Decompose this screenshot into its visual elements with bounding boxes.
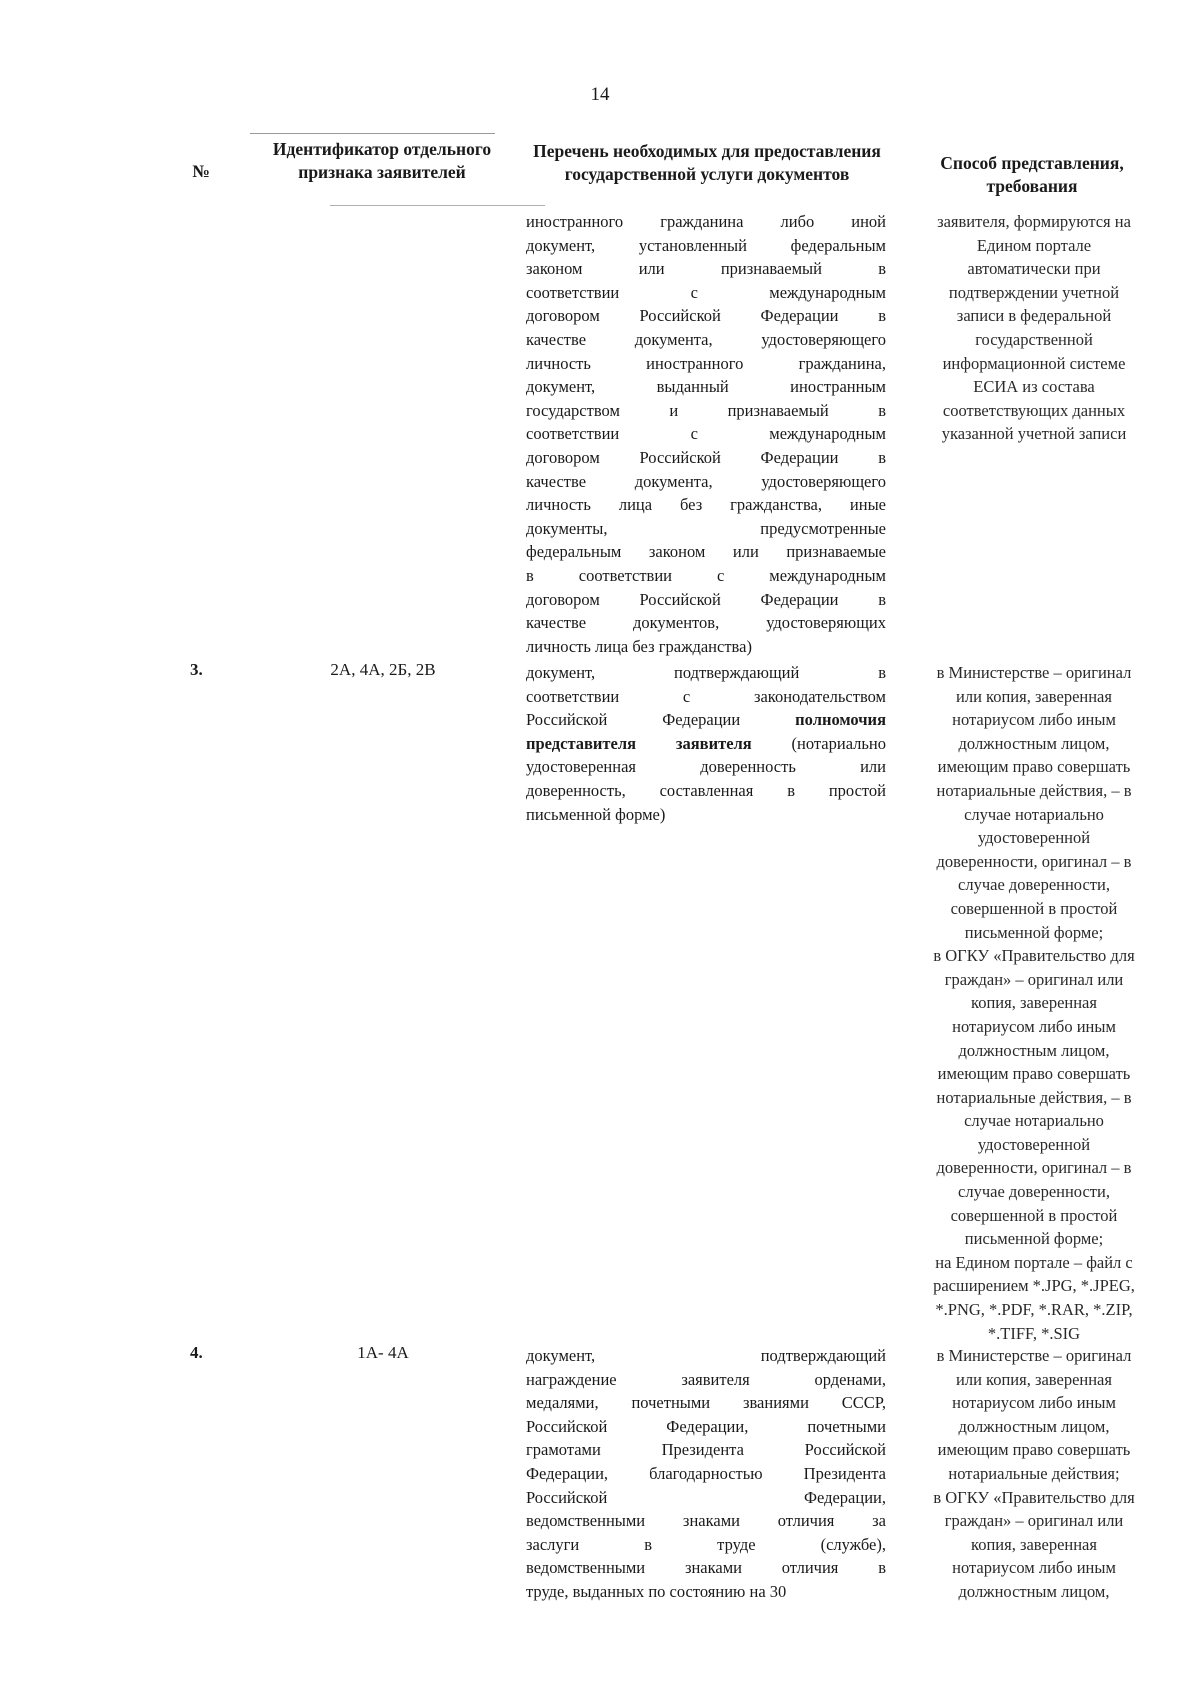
text-line: заслуги в труде (службе), (526, 1534, 886, 1554)
header-documents: Перечень необходимых для предоставления государственной услуги документов (533, 141, 881, 184)
text-line: Российской Федерации, почетными (526, 1416, 886, 1436)
text-line: личность иностранного гражданина, (526, 353, 886, 373)
page-number: 14 (590, 84, 610, 105)
text-line: письменной форме) (526, 804, 666, 824)
text-line: соответствии с международным (526, 424, 886, 444)
text-line: информационной системе (942, 353, 1126, 373)
header-identifier: Идентификатор отдельного признака заявителей (272, 139, 492, 182)
text-line: документ, установленный федеральным (526, 235, 886, 255)
row3-method-cell (902, 661, 1166, 1345)
text-line: доверенности, оригинал – в (936, 851, 1132, 871)
text-line: копия, заверенная (971, 1534, 1097, 1554)
text-line: ведомственными знаками отличия в (526, 1558, 886, 1578)
header-method: Способ представления, требования (940, 153, 1124, 196)
text-line: государственной (975, 329, 1093, 349)
text-line: личность лица без гражданства) (526, 636, 752, 656)
text-line: документ, подтверждающий (526, 1346, 886, 1365)
text-line: награждение заявителя орденами, (526, 1369, 886, 1389)
row4-documents-cell (526, 1344, 886, 1604)
text-line: совершенной в простой (950, 898, 1118, 918)
text-line: Федерации, благодарностью Президента (526, 1463, 886, 1483)
text-line: имеющим право совершать (937, 757, 1131, 777)
text-line: государством и признаваемый в (526, 400, 886, 420)
text-line: удостоверенная доверенность или (526, 757, 886, 777)
text-line: должностным лицом, (958, 1581, 1110, 1601)
text-line: соответствии с международным (526, 282, 886, 302)
text-line: *.PNG, *.PDF, *.RAR, *.ZIP, (935, 1300, 1133, 1320)
text-line: удостоверенной (977, 828, 1091, 848)
text-line: документ, выданный иностранным (526, 377, 886, 397)
text-line: нотариальные действия, – в (936, 1087, 1132, 1107)
text-line: качестве документа, удостоверяющего (526, 471, 886, 491)
text-line: записи в федеральной (956, 306, 1112, 326)
text-line: нотариусом либо иным (952, 1393, 1116, 1413)
text-line: документ, подтверждающий в (526, 663, 886, 682)
text-line: совершенной в простой (950, 1205, 1118, 1225)
text-line: письменной форме; (964, 1229, 1104, 1249)
text-line: медалями, почетными званиями СССР, (526, 1393, 886, 1413)
text-line: подтверждении учетной (948, 282, 1120, 302)
text-line: расширением *.JPG, *.JPEG, (933, 1276, 1135, 1296)
text-line: документы, предусмотренные (526, 518, 886, 538)
text-line: письменной форме; (964, 922, 1104, 942)
text-line: в Министерстве – оригинал (936, 663, 1132, 682)
text-line: ЕСИА из состава (973, 377, 1095, 397)
row4-method-cell (902, 1344, 1166, 1604)
text-line: должностным лицом, (958, 733, 1110, 753)
text-line: представителя заявителя (нотариально (526, 733, 886, 753)
row3-documents-cell (526, 661, 886, 826)
text-line: нотариальные действия, – в (936, 780, 1132, 800)
text-line: Российской Федерации, (526, 1487, 886, 1507)
text-line: указанной учетной записи (941, 424, 1127, 444)
header-bottom-rule (330, 205, 545, 206)
text-line: доверенности, оригинал – в (936, 1158, 1132, 1178)
text-line: должностным лицом, (958, 1416, 1110, 1436)
text-line: грамотами Президента Российской (526, 1440, 886, 1460)
continued-documents-cell (526, 210, 886, 658)
text-line: *.TIFF, *.SIG (987, 1323, 1081, 1343)
text-line: нотариусом либо иным (952, 710, 1116, 730)
text-line: случае нотариально (964, 1111, 1104, 1131)
text-line: иностранного гражданина либо иной (526, 212, 886, 231)
header-top-rule (250, 133, 495, 134)
text-line: личность лица без гражданства, иные (526, 495, 886, 515)
text-line: договором Российской Федерации в (526, 306, 886, 326)
text-line: на Едином портале – файл с (935, 1252, 1133, 1272)
row-identifier: 1А- 4А (357, 1343, 409, 1362)
text-line: или копия, заверенная (956, 686, 1112, 706)
text-line: заявителя, формируются на (937, 212, 1131, 231)
text-line: имеющим право совершать (937, 1440, 1131, 1460)
text-line: в ОГКУ «Правительство для (933, 946, 1135, 966)
text-line: случае доверенности, (958, 875, 1110, 895)
text-line: договором Российской Федерации в (526, 589, 886, 609)
continued-method-cell (902, 210, 1166, 446)
text-line: имеющим право совершать (937, 1064, 1131, 1084)
text-line: договором Российской Федерации в (526, 447, 886, 467)
text-line: случае нотариально (964, 804, 1104, 824)
text-line: Едином портале (976, 235, 1092, 255)
text-line: или копия, заверенная (956, 1369, 1112, 1389)
text-line: нотариусом либо иным (952, 1558, 1116, 1578)
text-line: Российской Федерации полномочия (526, 710, 886, 730)
text-line: в Министерстве – оригинал (936, 1346, 1132, 1365)
header-number: № (192, 161, 210, 181)
text-line: труде, выданных по состоянию на 30 (526, 1581, 787, 1601)
text-line: качестве документа, удостоверяющего (526, 329, 886, 349)
text-line: законом или признаваемый в (526, 259, 886, 279)
text-line: должностным лицом, (958, 1040, 1110, 1060)
row-number: 4. (190, 1343, 203, 1362)
text-line: нотариусом либо иным (952, 1016, 1116, 1036)
text-line: граждан» – оригинал или (944, 1511, 1124, 1531)
text-line: копия, заверенная (971, 993, 1097, 1013)
text-line: соответствии с законодательством (526, 686, 886, 706)
text-line: нотариальные действия; (948, 1463, 1120, 1483)
text-line: граждан» – оригинал или (944, 969, 1124, 989)
text-line: ведомственными знаками отличия за (526, 1511, 886, 1531)
text-line: в ОГКУ «Правительство для (933, 1487, 1135, 1507)
text-line: федеральным законом или признаваемые (526, 542, 886, 562)
text-line: доверенность, составленная в простой (526, 780, 886, 800)
row-identifier: 2А, 4А, 2Б, 2В (330, 660, 436, 679)
text-line: удостоверенной (977, 1134, 1091, 1154)
text-line: в соответствии с международным (526, 565, 886, 585)
text-line: качестве документов, удостоверяющих (526, 613, 886, 633)
text-line: соответствующих данных (942, 400, 1126, 420)
text-line: случае доверенности, (958, 1182, 1110, 1202)
row-number: 3. (190, 660, 203, 679)
text-line: автоматически при (967, 259, 1101, 279)
